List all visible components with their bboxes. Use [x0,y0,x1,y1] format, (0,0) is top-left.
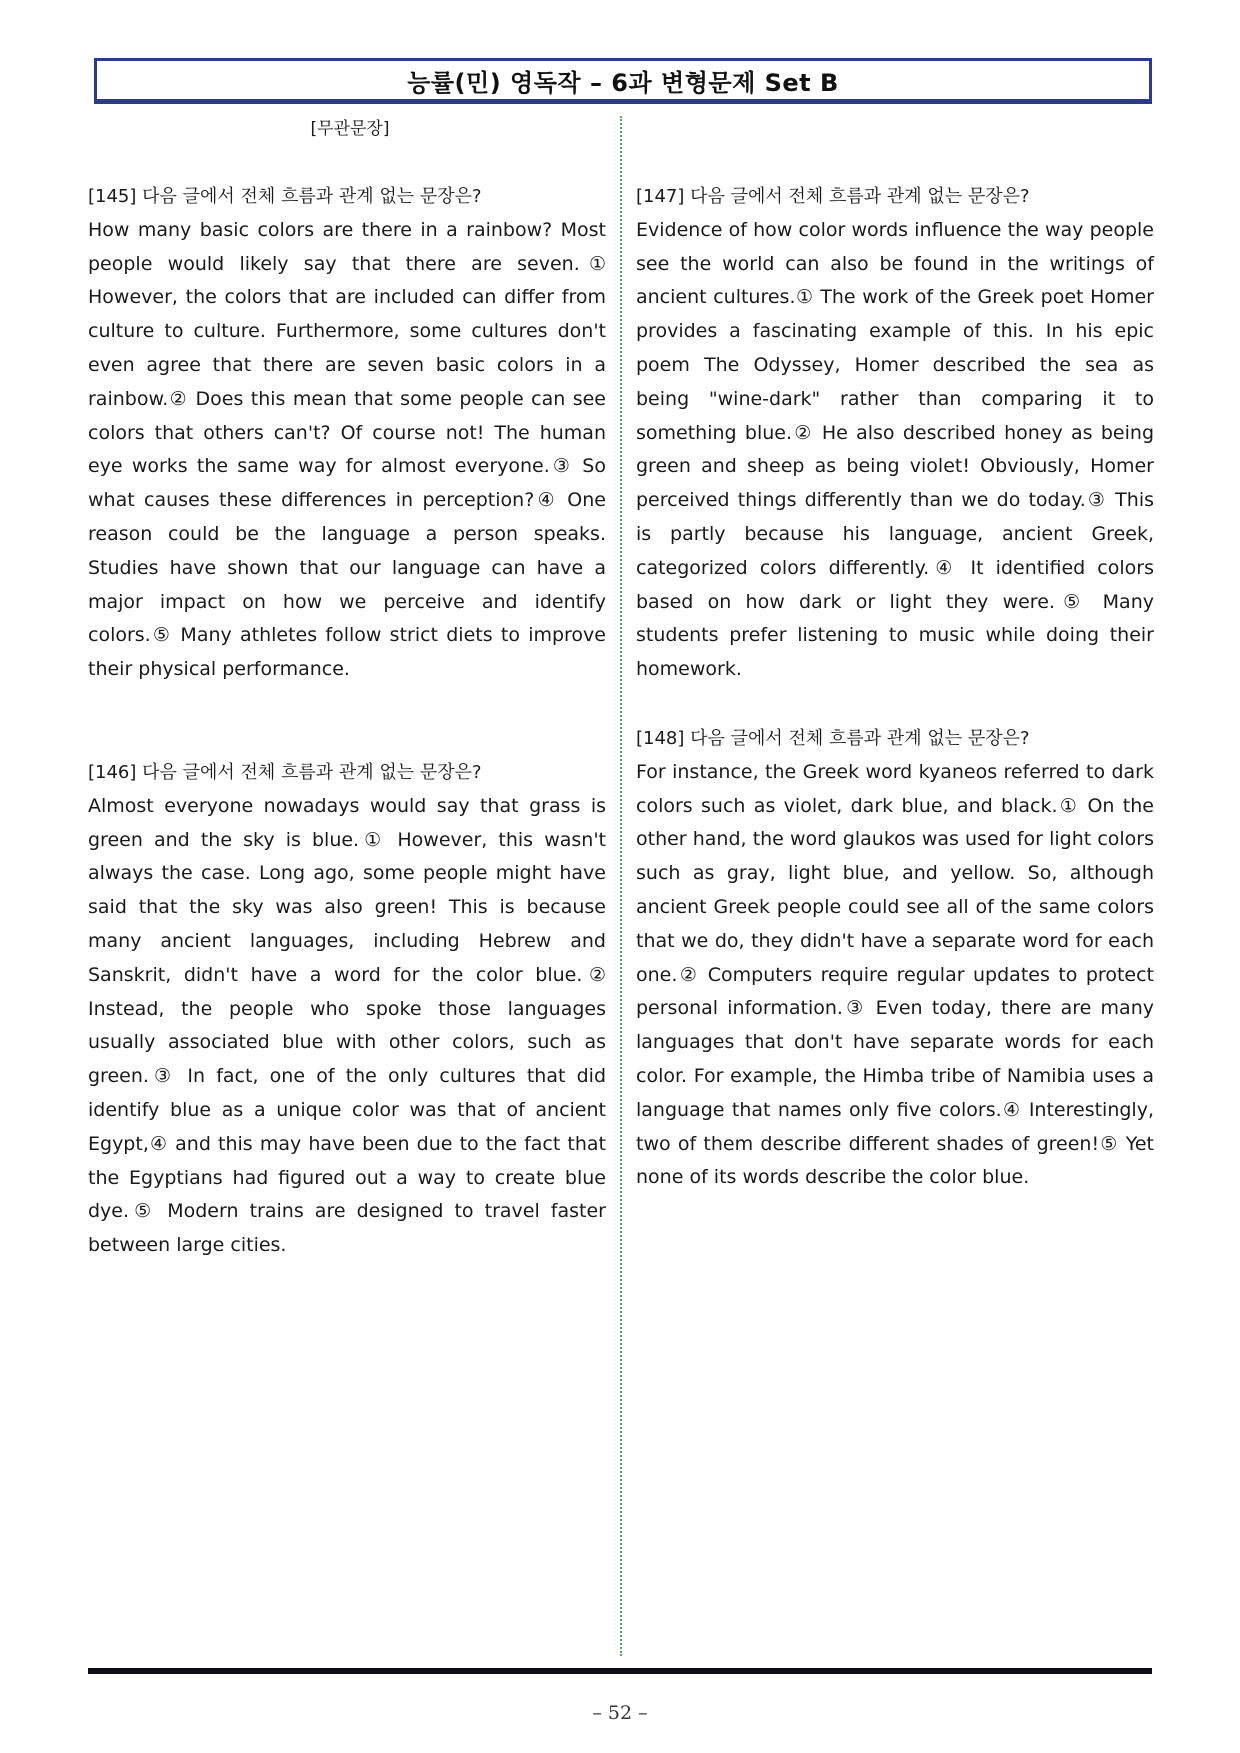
question-146 [88,756,606,1263]
page-number: – 52 – [592,1702,648,1724]
question-145 [88,180,606,687]
page-title: 능률(민) 영독작 – 6과 변형문제 Set B [407,68,839,97]
header-title-box [94,58,1152,104]
question-heading: [146] 다음 글에서 전체 흐름과 관계 없는 문장은? [88,762,482,783]
question-passage: For instance, the Greek word kyaneos referred to dark colors such as violet, dark blue, and black.① On the other hand, the word glaukos was used for light colors such as gray, light blue, and yellow. So, although ancient Greek people could see all of the same colors that we do, they didn't have a separate word for each one.② Computers require regular updates to protect personal information.③ Even today, there are many languages that don't have separate words for each color. For example, the Himba tribe of Namibia uses a language that names only five colors.④ Interestingly, two of them describe different shades of green!⑤ Yet none of its words describe the color blue. [636,760,1154,1189]
question-heading: [147] 다음 글에서 전체 흐름과 관계 없는 문장은? [636,186,1030,207]
question-148 [636,722,1154,1195]
question-heading: [145] 다음 글에서 전체 흐름과 관계 없는 문장은? [88,186,482,207]
question-heading: [148] 다음 글에서 전체 흐름과 관계 없는 문장은? [636,728,1030,749]
question-passage: Evidence of how color words influence the way people see the world can also be found in the writings of ancient cultures.① The work of the Greek poet Homer provides a fascinating example of this. In his epic poem The Odyssey, Homer described the sea as being "wine-dark" rather than comparing it to something blue.② He also described honey as being green and sheep as being violet! Obviously, Homer perceived things differently than we do today.③ This is partly because his language, ancient Greek, categorized colors differently.④ It identified colors based on how dark or light they were.⑤ Many students prefer listening to music while doing their homework. [636,218,1154,681]
section-label: [무관문장] [310,119,390,139]
question-passage: Almost everyone nowadays would say that grass is green and the sky is blue.① However, this wasn't always the case. Long ago, some people might have said that the sky was also green! This is because many ancient languages, including Hebrew and Sanskrit, didn't have a word for the color blue.② Instead, the people who spoke those languages usually associated blue with other colors, such as green.③ In fact, one of the only cultures that did identify blue as a unique color was that of ancient Egypt,④ and this may have been due to the fact that the Egyptians had figured out a way to create blue dye.⑤ Modern trains are designed to travel faster between large cities. [88,794,606,1257]
question-passage: How many basic colors are there in a rainbow? Most people would likely say that there are seven.① However, the colors that are included can differ from culture to culture. Furthermore, some cultures don't even agree that there are seven basic colors in a rainbow.② Does this mean that some people can see colors that others can't? Of course not! The human eye works the same way for almost everyone.③ So what causes these differences in perception?④ One reason could be the language a person speaks. Studies have shown that our language can have a major impact on how we perceive and identify colors.⑤ Many athletes follow strict diets to improve their physical performance. [88,218,606,681]
column-divider [620,116,622,1656]
footer-rule [88,1668,1152,1674]
question-147 [636,180,1154,687]
